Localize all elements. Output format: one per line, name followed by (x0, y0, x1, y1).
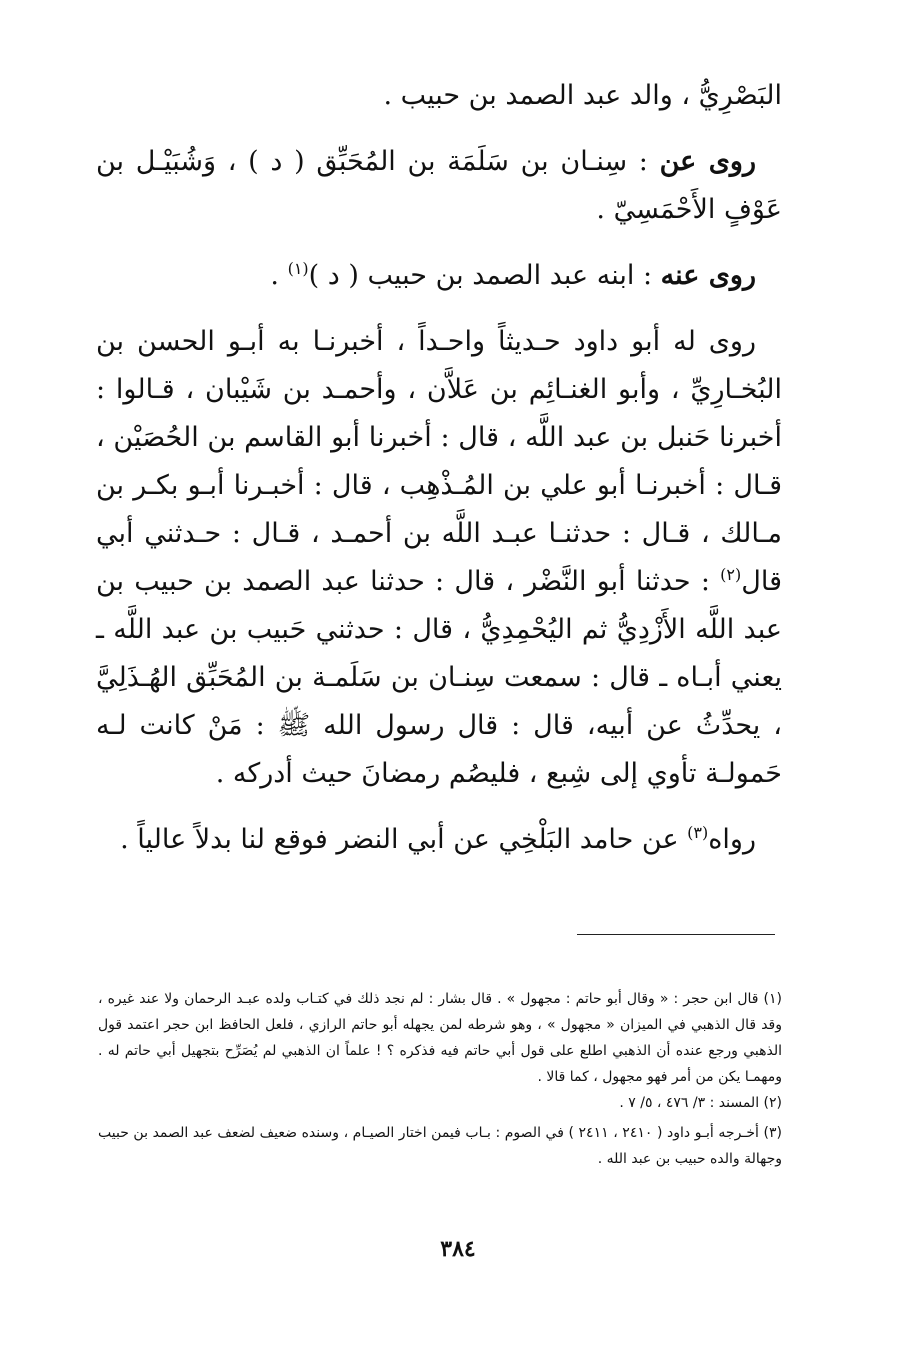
narrated-from-text: : سِنـان بن سَلَمَة بن المُحَبِّق ( د ) ، وَشُبَيْـل بن عَوْفٍ الأَحْمَسِيّ . (96, 146, 782, 225)
narrated-by-end: . (270, 260, 288, 291)
narrated-from-label: روى عن (659, 146, 756, 177)
hadith-text: : حدثنا أبو النَّضْر ، قال : حدثنا عبد الصمد بن حبيب بن عبد اللَّه الأَزْدِيُّ ثم اليُحْمِدِيُّ ، قال : حدثني حَبيب بن عبد اللَّه ـ يعني أبـاه ـ قال : سمعت سِنـان بن سَلَمـة بن المُحَبِّق الهُـذَلِيَّ ، يحدِّثُ عن أبيه، قال : قال رسول الله ﷺ : مَنْ كانت لـه حَمولـة تأوي إلى شِبع ، فليصُم رمضانَ حيث أدركه . (96, 566, 782, 789)
footnote-ref-2[interactable]: (٢) (720, 565, 742, 584)
paragraph-2 (96, 138, 782, 234)
footnote-ref-1[interactable]: (١) (287, 259, 309, 278)
paragraph-3 (96, 252, 782, 300)
narration-text-end: عن حامد البَلْخِي عن أبي النضر فوقع لنا بدلاً عالياً . (120, 824, 688, 855)
narrated-by-label: روى عنه (660, 260, 756, 291)
paragraph-1: البَصْرِيُّ ، والد عبد الصمد بن حبيب . (383, 80, 782, 111)
main-text-block (96, 72, 782, 864)
narration-text-start: رواه (708, 824, 756, 855)
footnote-ref-3[interactable]: (٣) (687, 823, 709, 842)
footnotes-block (98, 986, 782, 1172)
paragraph-5 (96, 816, 782, 864)
page-number: ٣٨٤ (440, 1236, 476, 1262)
paragraph-4 (96, 318, 782, 798)
footnote-1: (١) قال ابن حجر : « وقال أبو حاتم : مجهول » . قال بشار : لم نجد ذلك في كتـاب ولده عبـد الرحمان ولا عند غيره ، وقد قال الذهبي في الميزان « مجهول » ، وهو شرطه لمن يجهله أبو حاتم الرازي ، فلعل الحافظ ابن حجر اعتمد قول الذهبي ورجع عنده أن الذهبي اطلع على قول أبي حاتم فيه فذكره ؟ ! علماً ان الذهبي لم يُصَرِّح بتجهيل أبي حاتم له . ومهمـا يكن من أمر فهو مجهول ، كما قالا . (98, 991, 782, 1085)
footnote-3: (٣) أخـرجه أبـو داود ( ٢٤١٠ ، ٢٤١١ ) في الصوم : بـاب فيمن اختار الصيـام ، وسنده ضعيف لضعف عبد الصمد بن حبيب وجهالة والده حبيب بن عبد الله . (98, 1125, 782, 1167)
footnote-divider (577, 934, 775, 935)
hadith-chain-text: روى له أبو داود حـديثاً واحـداً ، أخبرنـا به أبـو الحسن بن البُخـارِيِّ ، وأبو الغنـائِم بن عَلاَّن ، وأحمـد بن شَيْبان ، قـالوا : أخبرنا حَنبل بن عبد اللَّه ، قال : أخبرنا أبو القاسم بن الحُصَيْن ، قـال : أخبرنـا أبو علي بن المُـذْهِب ، قال : أخبـرنا أبـو بكـر بن مـالك ، قـال : حدثنـا عبـد اللَّه بن أحمـد ، قـال : حـدثني أبي قال (96, 326, 782, 597)
narrated-by-text: : ابنه عبد الصمد بن حبيب ( د ) (308, 260, 661, 291)
footnote-2: (٢) المسند : ٣/ ٤٧٦ ، ٥/ ٧ . (619, 1095, 782, 1111)
